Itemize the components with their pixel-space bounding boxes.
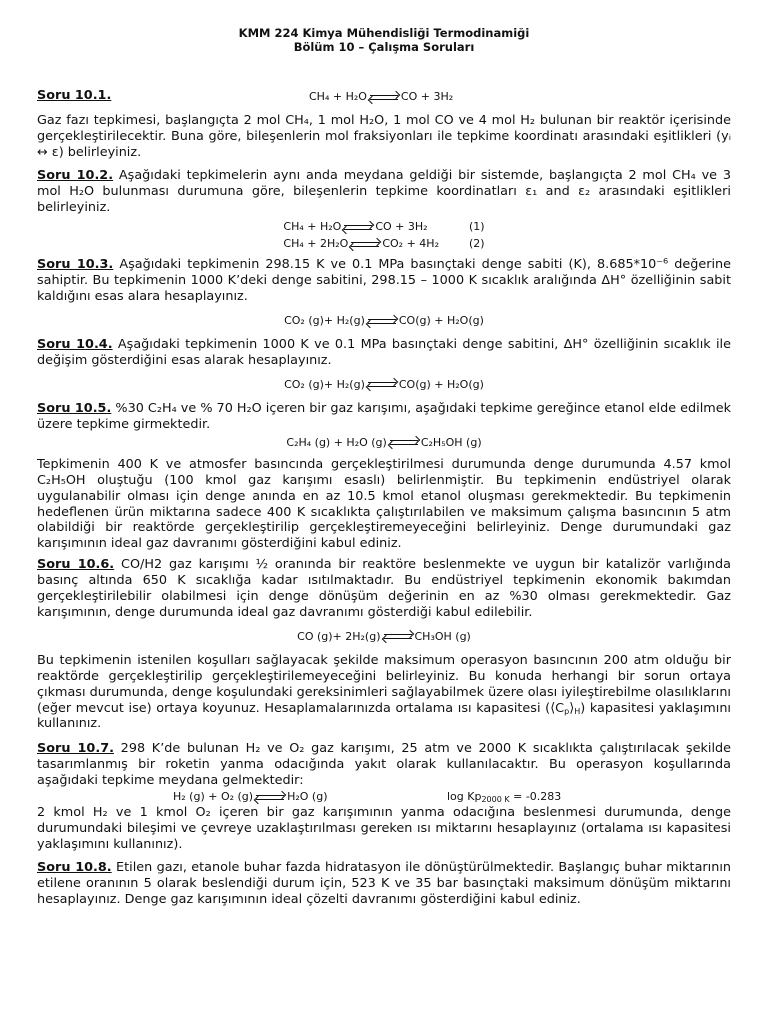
equation-rhs: CH₃OH (g) xyxy=(414,629,471,643)
question-10-7 xyxy=(37,741,731,789)
equilibrium-arrow-icon xyxy=(368,381,396,388)
equation-rhs: H₂O (g) xyxy=(287,790,328,804)
question-10-8 xyxy=(37,860,731,908)
question-text: Aşağıdaki tepkimenin 298.15 K ve 0.1 MPa basınçtaki denge sabiti (K), 8.685*10⁻⁶ değerine sahiptir. Bu tepkimenin 1000 K’deki denge sabitini, 298.15 – 1000 K sıcaklık aralığında ΔH° özelliğinin sabit kaldığını esas alara hesaplayınız. xyxy=(37,257,731,305)
document-page xyxy=(37,26,731,908)
question-10-6 xyxy=(37,557,731,621)
question-text: Etilen gazı, etanole buhar fazda hidratasyon ile dönüştürülmektedir. Başlangıç buhar miktarının etilene oranının 5 olarak beslendiği durum için, 523 K ve 35 bar basınçtaki maksimum dönüşüm miktarını hesaplayınız. Denge gaz karışımının ideal çözelti davranımı gösterdiğini kabul ediniz. xyxy=(37,859,731,907)
course-title: KMM 224 Kimya Mühendisliği Termodinamiği xyxy=(238,26,530,40)
reaction-equation xyxy=(37,436,731,450)
question-text: CO/H2 gaz karışımı ½ oranında bir reaktöre beslenmekte ve uygun bir katalizör varlığında basınç altında 650 K sıcaklığa kadar ısıtılmaktadır. Bu endüstriyel tepkimenin ekonomik bakımdan gerçekleştirilebilir olabilmesi için denge dönüşüm değerinin en az %30 olması gerekmektedir. Gaz karışımının, denge durumunda ideal gaz davranımı gösterdiği kabul edilebilir. xyxy=(37,557,731,620)
equation-rhs: CO + 3H₂ xyxy=(375,220,428,234)
equation-lhs: CO₂ (g)+ H₂(g) xyxy=(284,314,365,328)
question-text: Bu tepkimenin istenilen koşulları sağlayacak şekilde maksimum operasyon basıncının 200 atm olduğu bir reaktörde gerçekleştirilip gerçekleştirilemeyeceğini belirleyiniz. Bu konuda herhangi bir sorun ortaya çıkması durumunda, denge koşulundaki gereksinimleri sağlayabilmek üzere olası iyileştirebilme olasılıklarını (eğer mevcut ise) ortaya koyunuz. Hesaplamalarınızda ortalama ısı xyxy=(37,652,731,716)
equation-number: (1) xyxy=(468,220,485,234)
document-header xyxy=(37,26,731,54)
question-label: Soru 10.6. xyxy=(37,557,115,573)
equilibrium-arrow-icon xyxy=(384,633,412,640)
equilibrium-arrow-icon xyxy=(390,439,418,446)
equation-rhs: CO(g) + H₂O(g) xyxy=(398,377,484,391)
equilibrium-arrow-icon xyxy=(370,94,398,101)
chapter-title: Bölüm 10 – Çalışma Soruları xyxy=(293,40,475,54)
question-label: Soru 10.1. xyxy=(37,88,112,103)
question-text: Aşağıdaki tepkimenin 1000 K ve 0.1 MPa basınçtaki denge sabitini, ΔH° özelliğinin sıcaklık ile değişim gösterdiğini esas alarak hesaplayınız. xyxy=(37,337,731,369)
question-label: Soru 10.2. xyxy=(37,167,114,183)
question-10-7-details: 2 kmol H₂ ve 1 kmol O₂ içeren bir gaz karışımının yanma odacığına beslenmesi durumunda, denge durumundaki bileşimi ve çevreye uzaklaştırılması gereken ısı miktarını hesaplayınız (ortalama ısı kapasitesi yaklaşımını kullanınız). xyxy=(37,805,731,852)
question-label: Soru 10.4. xyxy=(37,337,113,353)
equilibrium-constant: $\log Kp_{2000 K} = -0.283$ xyxy=(447,790,562,805)
text-fragment: kapasitesi ( xyxy=(476,700,551,716)
equation-lhs: CH₄ + H₂O xyxy=(283,220,342,234)
equation-rhs: CO₂ + 4H₂ xyxy=(382,237,439,251)
equation-rhs: CO + 3H₂ xyxy=(400,90,454,103)
question-10-1-heading xyxy=(37,88,731,106)
question-10-3 xyxy=(37,257,731,305)
equation-lhs: CO (g)+ 2H₂(g) xyxy=(297,629,381,643)
question-text: Aşağıdaki tepkimelerin aynı anda meydana geldiği bir sistemde, başlangıçta 2 mol CH₄ ve 3 mol H₂O bulunması durumuna göre, bileşenlerin tepkime koordinatları ε₁ and ε₂ arasındaki eşitlikleri belirleyiniz. xyxy=(37,167,731,215)
question-10-2 xyxy=(37,168,731,216)
equation-lhs: CH₄ + H₂O xyxy=(309,90,367,103)
equation-lhs: H₂ (g) + O₂ (g) xyxy=(173,790,254,804)
mean-heat-capacity-symbol: $⟨C_p⟩_H$ xyxy=(550,700,581,716)
question-label: Soru 10.5. xyxy=(37,400,112,416)
question-10-5 xyxy=(37,401,731,433)
question-label: Soru 10.7. xyxy=(37,741,114,757)
equilibrium-arrow-icon xyxy=(344,224,372,231)
question-10-6-details xyxy=(37,653,731,733)
reaction-equation xyxy=(37,378,731,392)
question-10-1-text: Gaz fazı tepkimesi, başlangıçta 2 mol CH₄, 1 mol H₂O, 1 mol CO ve 4 mol H₂ bulunan bir reaktör içerisinde gerçekleştirilecektir. Buna göre, bileşenlerin mol fraksiyonları ile tepkime koordinatı arasındaki eşitlikleri (yᵢ ↔ ε) belirleyiniz. xyxy=(37,113,731,160)
equation-rhs: CO(g) + H₂O(g) xyxy=(398,314,484,328)
reaction-equation-with-constant xyxy=(37,789,731,805)
equilibrium-arrow-icon xyxy=(256,794,284,801)
question-text: %30 C₂H₄ ve % 70 H₂O içeren bir gaz karışımı, aşağıdaki tepkime gereğince etanol elde edilmek üzere tepkime girmektedir. xyxy=(37,400,731,432)
question-label: Soru 10.3. xyxy=(37,257,114,273)
equation-number: (2) xyxy=(468,237,485,251)
reaction-equation xyxy=(309,90,453,103)
reaction-equations xyxy=(283,218,484,252)
question-text: 298 K’de bulunan H₂ ve O₂ gaz karışımı, 25 atm ve 2000 K sıcaklıkta çalıştırılacak şekilde tasarımlanmış bir roketin yanma odacığında yakıt olarak kullanılacaktır. Bu operasyon koşullarında aşağıdaki tepkime meydana gelmektedir: xyxy=(37,741,731,789)
question-10-5-details: Tepkimenin 400 K ve atmosfer basıncında gerçekleştirilmesi durumunda denge durumunda 4.57 kmol C₂H₅OH oluştuğu (100 kmol gaz karışımı esaslı) belirlenmiştir. Bu tepkimenin endüstriyel olarak uygulanabilir olması için denge anında en az 10.5 kmol etanol oluşması gerekmektedir. Bu tepkimenin hedeflenen ürün miktarına sadece 400 K sıcaklıkta çalıştırılabilen ve maksimum çalışma basıncının 5 atm olabildiği bir reaktörde gerçekleştirilip gerçekleştiremeyeceğini belirleyiniz. Denge durumundaki gaz karışımının ideal gaz davranımı gösterdiğini kabul ediniz. xyxy=(37,456,731,552)
question-label: Soru 10.8. xyxy=(37,859,112,875)
equilibrium-arrow-icon xyxy=(351,241,379,248)
equation-rhs: C₂H₅OH (g) xyxy=(420,435,482,449)
equation-lhs: CH₄ + 2H₂O xyxy=(283,237,349,251)
equilibrium-arrow-icon xyxy=(368,318,396,325)
text-fragment: ) kapasitesi yaklaşımını kullanınız. xyxy=(37,700,731,732)
reaction-equation xyxy=(173,790,328,803)
question-10-4 xyxy=(37,337,731,369)
equation-lhs: C₂H₄ (g) + H₂O (g) xyxy=(286,435,387,449)
reaction-equation xyxy=(37,314,731,328)
equation-lhs: CO₂ (g)+ H₂(g) xyxy=(284,377,365,391)
reaction-equation xyxy=(37,630,731,644)
